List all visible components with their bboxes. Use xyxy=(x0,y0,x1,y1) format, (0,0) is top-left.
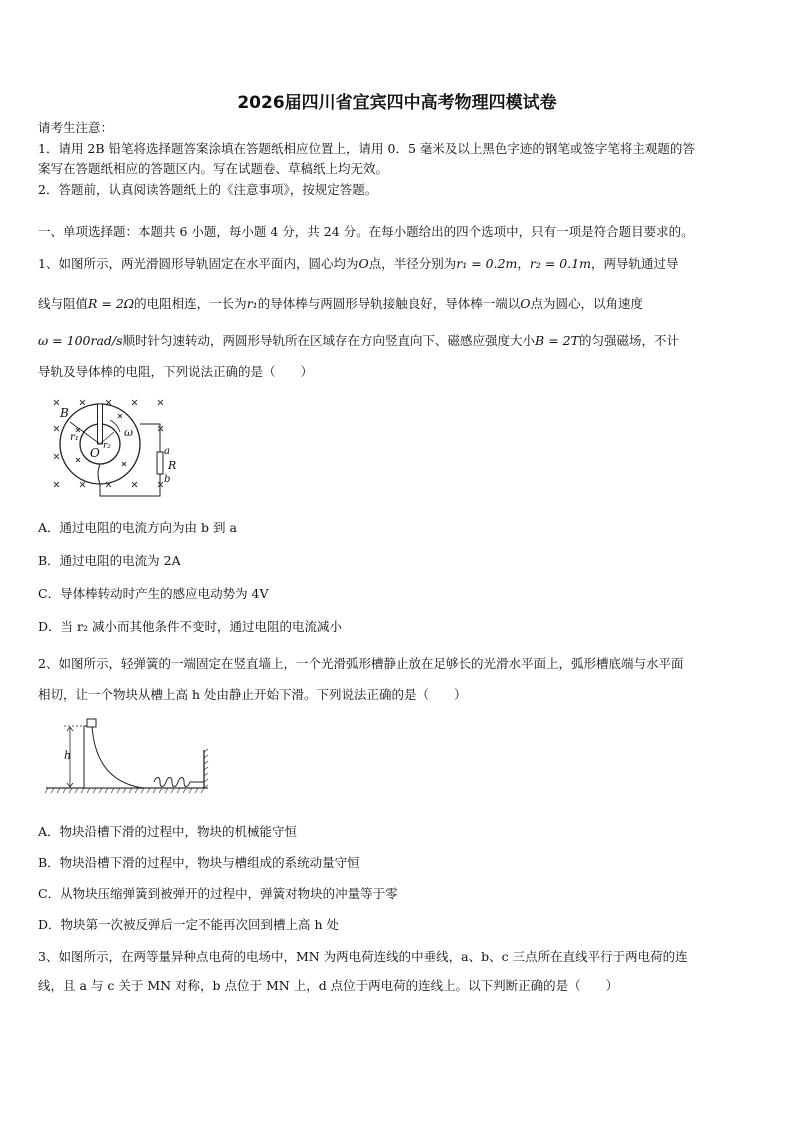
q1-text: 顺时针匀速转动，两圆形导轨所在区域存在方向竖直向下、磁感应强度大小 xyxy=(122,333,536,348)
q2-option-a: A．物块沿槽下滑的过程中，物块的机械能守恒 xyxy=(38,824,298,839)
q1-R-eq: R = 2Ω xyxy=(88,296,135,311)
q1-text: ， xyxy=(517,256,530,271)
label-O: O xyxy=(90,446,100,460)
label-a: a xyxy=(164,446,170,457)
q1-var-O: O xyxy=(358,256,369,271)
q1-option-b: B．通过电阻的电流为 2A xyxy=(38,553,181,568)
q1-option-d: D．当 r₂ 减小而其他条件不变时，通过电阻的电流减小 xyxy=(38,619,342,634)
q2-option-c: C．从物块压缩弹簧到被弹开的过程中，弹簧对物块的冲量等于零 xyxy=(38,886,398,901)
q2-option-b: B．物块沿槽下滑的过程中，物块与槽组成的系统动量守恒 xyxy=(38,855,360,870)
q1-text: 线与阻值 xyxy=(38,296,89,311)
q1-line-4: 导轨及导体棒的电阻，下列说法正确的是（ ） xyxy=(38,364,314,379)
page-title: 2026届四川省宜宾四中高考物理四模试卷 xyxy=(237,93,557,113)
q1-r2-eq: r₂ = 0.1m xyxy=(529,256,592,271)
conductor-rod xyxy=(98,404,103,444)
q1-var-r1: r₁ xyxy=(246,296,258,311)
notice-line-2: 案写在答题纸相应的答题区内。写在试题卷、草稿纸上均无效。 xyxy=(38,161,389,176)
q1-text: 点为圆心，以角速度 xyxy=(530,296,643,311)
arc-groove xyxy=(84,726,144,788)
notice-line-3: 2．答题前，认真阅读答题纸上的《注意事项》，按规定答题。 xyxy=(38,182,378,197)
q3-line-1: 3、如图所示，在两等量异种点电荷的电场中，MN 为两电荷连线的中垂线，a、b、c 三点所在直线平行于两电荷的连 xyxy=(38,949,688,964)
wire-top xyxy=(140,424,160,452)
notice-line-1: 1．请用 2B 铅笔将选择题答案涂填在答题纸相应位置上，请用 0．5 毫米及以上黑色字迹的钢笔或签字笔将主观题的答 xyxy=(38,141,695,156)
block xyxy=(87,719,96,727)
q1-line-1 xyxy=(38,256,679,272)
q1-line-2 xyxy=(38,296,643,312)
q1-line-3 xyxy=(38,333,679,349)
notice-header: 请考生注意： xyxy=(38,120,114,135)
spring xyxy=(154,778,204,787)
label-r1: r₁ xyxy=(70,432,79,443)
q1-r1-eq: r₁ = 0.2m xyxy=(456,256,518,271)
q1-text: 的电阻相连，一长为 xyxy=(134,296,247,311)
q1-text: 的导体棒与两圆形导轨接触良好，导体棒一端以 xyxy=(257,296,521,311)
q1-text: ，两导轨通过导 xyxy=(591,256,679,271)
wall xyxy=(204,749,208,788)
section-heading: 一、单项选择题：本题共 6 小题，每小题 4 分，共 24 分。在每小题给出的四个选项中，只有一项是符合题目要求的。 xyxy=(38,224,694,239)
label-B: B xyxy=(60,406,69,420)
q2-line-2: 相切，让一个物块从槽上高 h 处由静止开始下滑。下列说法正确的是（ ） xyxy=(38,687,467,702)
resistor-R xyxy=(157,452,163,474)
q1-B-eq: B = 2T xyxy=(535,333,579,348)
q1-var-O: O xyxy=(520,296,531,311)
label-omega: ω xyxy=(124,426,133,439)
q1-omega-eq: ω = 100rad/s xyxy=(38,333,123,348)
q2-option-d: D．物块第一次被反弹后一定不能再次回到槽上高 h 处 xyxy=(38,917,340,932)
wire-inner xyxy=(98,464,100,484)
q3-line-2: 线，且 a 与 c 关于 MN 对称，b 点位于 MN 上，d 点位于两电荷的连线上。以下判断正确的是（ ） xyxy=(38,978,619,993)
q1-text: 的匀强磁场，不计 xyxy=(578,333,679,348)
q2-line-1: 2、如图所示，轻弹簧的一端固定在竖直墙上，一个光滑弧形槽静止放在足够长的光滑水平面上，弧形槽底端与水平面 xyxy=(38,656,684,671)
q1-option-c: C．导体棒转动时产生的感应电动势为 4V xyxy=(38,586,269,601)
label-R: R xyxy=(168,459,177,472)
q1-text: 1、如图所示，两光滑圆形导轨固定在水平面内，圆心均为 xyxy=(38,256,359,271)
label-r2: r₂ xyxy=(103,441,111,451)
q1-text: 点，半径分别为 xyxy=(368,256,457,271)
label-h: h xyxy=(64,749,72,762)
label-b: b xyxy=(164,474,171,485)
q1-option-a: A．通过电阻的电流方向为由 b 到 a xyxy=(38,520,237,535)
ground xyxy=(45,788,208,793)
